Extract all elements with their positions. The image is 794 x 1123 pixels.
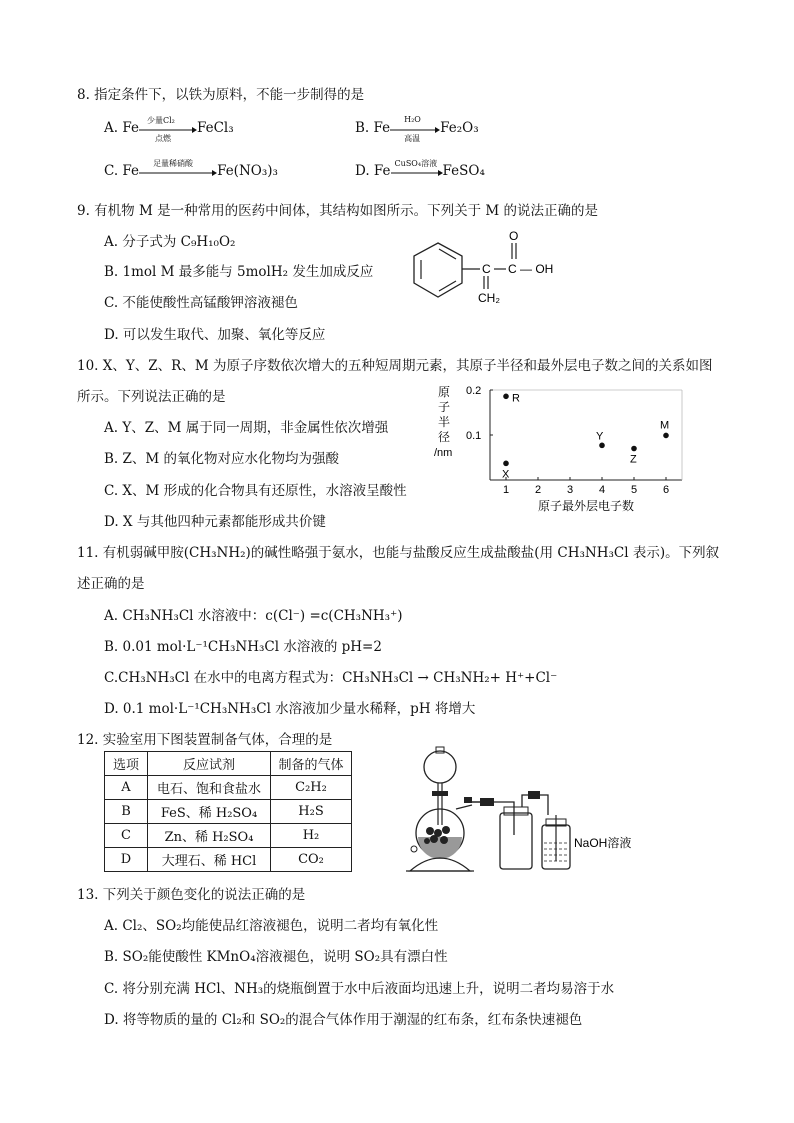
q9-option-b: B. 1mol M 最多能与 5molH₂ 发生加成反应 — [104, 264, 374, 280]
chart-point-y — [599, 443, 605, 449]
q13-option-b: B. SO₂能使酸性 KMnO₄溶液褪色，说明 SO₂具有漂白性 — [104, 949, 448, 965]
q10-option-b: B. Z、M 的氧化物对应水化物均为强酸 — [104, 451, 339, 467]
q8-option-d — [355, 158, 485, 179]
chart-point-m — [663, 433, 669, 439]
chart-ylabel-char: 径 — [438, 430, 451, 444]
q8-c-over: 足量稀硝酸 — [153, 158, 194, 168]
q8-b-under: 高温 — [404, 133, 421, 143]
chart-point-z — [631, 446, 637, 452]
q10-option-a: A. Y、Z、M 属于同一周期，非金属性依次增强 — [104, 420, 389, 436]
chart-point-label: Y — [596, 430, 604, 443]
table-cell: Zn、稀 H₂SO₄ — [148, 824, 271, 848]
q8-d-over: CuSO₄溶液 — [394, 158, 438, 168]
q8-c-label: C. Fe — [104, 163, 140, 179]
table-cell: CO₂ — [271, 848, 352, 872]
chart-x-tick-label: 4 — [599, 484, 606, 496]
chart-xlabel: 原子最外层电子数 — [538, 499, 635, 513]
table-header-row — [105, 752, 352, 776]
q8-d-product: FeSO₄ — [442, 163, 485, 179]
structure-o-atom: O — [509, 229, 519, 243]
structure-ch2: CH₂ — [478, 291, 500, 305]
q8-d-label: D. Fe — [355, 163, 391, 179]
q10-option-d: D. X 与其他四种元素都能形成共价键 — [104, 514, 326, 530]
chart-point-label: Z — [630, 453, 637, 466]
q11-stem-line2: 述正确的是 — [77, 576, 145, 592]
chart-ylabel-char: 原 — [438, 385, 451, 399]
chart-ylabel-char: 子 — [438, 400, 451, 414]
chart-x-tick-label: 3 — [567, 484, 574, 496]
q13-stem: 13. 下列关于颜色变化的说法正确的是 — [77, 887, 306, 903]
reagent-table — [104, 751, 352, 872]
table-cell: D — [105, 848, 148, 872]
table-cell: H₂ — [271, 824, 352, 848]
q11-stem-line1: 11. 有机弱碱甲胺(CH₃NH₂)的碱性略强于氨水，也能与盐酸反应生成盐酸盐(用 CH₃NH₃Cl 表示)。下列叙 — [77, 545, 720, 561]
gas-generation-apparatus — [400, 745, 660, 875]
q8-b-label: B. Fe — [355, 120, 391, 136]
table-row — [105, 848, 352, 872]
q8-stem: 8. 指定条件下，以铁为原料，不能一步制得的是 — [77, 87, 365, 103]
q9-stem: 9. 有机物 M 是一种常用的医药中间体，其结构如图所示。下列关于 M 的说法正确的是 — [77, 203, 598, 219]
chart-point-label: R — [512, 392, 520, 405]
q8-a-label: A. Fe — [104, 120, 139, 136]
structure-carboxyl: C — OH — [508, 262, 554, 276]
q11-option-d: D. 0.1 mol·L⁻¹CH₃NH₃Cl 水溶液加少量水稀释，pH 将增大 — [104, 701, 476, 717]
q8-a-product: FeCl₃ — [196, 120, 234, 136]
q8-a-over: 少量Cl₂ — [146, 115, 175, 125]
chart-point-label: X — [502, 468, 510, 481]
reaction-arrow-icon — [391, 169, 443, 177]
q8-c-product: Fe(NO₃)₃ — [217, 163, 278, 179]
chart-x-tick-label: 1 — [503, 484, 510, 496]
table-row — [105, 800, 352, 824]
chart-ylabel-char: 半 — [438, 415, 451, 429]
table-cell: 大理石、稀 HCl — [148, 848, 271, 872]
molecule-structure-m — [400, 225, 590, 315]
table-header-cell: 制备的气体 — [271, 752, 352, 776]
q12-stem: 12. 实验室用下图装置制备气体，合理的是 — [77, 732, 333, 748]
q8-option-c — [104, 158, 278, 179]
chart-ylabel — [434, 385, 452, 459]
q8-a-under: 点燃 — [154, 133, 171, 143]
q13-option-d: D. 将等物质的量的 Cl₂和 SO₂的混合气体作用于潮湿的红布条，红布条快速褪色 — [104, 1012, 583, 1028]
chart-point-x — [503, 461, 509, 467]
q11-option-b: B. 0.01 mol·L⁻¹CH₃NH₃Cl 水溶液的 pH=2 — [104, 639, 382, 655]
table-cell: H₂S — [271, 800, 352, 824]
q8-option-b — [355, 114, 479, 143]
table-cell: C — [105, 824, 148, 848]
table-cell: 电石、饱和食盐水 — [148, 776, 271, 800]
chart-point-r — [503, 394, 509, 400]
chart-x-tick-label: 5 — [631, 484, 638, 496]
q8-b-product: Fe₂O₃ — [440, 120, 479, 136]
q9-option-c: C. 不能使酸性高锰酸钾溶液褪色 — [104, 295, 298, 311]
naoh-label: NaOH溶液 — [574, 836, 632, 850]
table-cell: FeS、稀 H₂SO₄ — [148, 800, 271, 824]
table-row — [105, 824, 352, 848]
chart-x-tick-label: 6 — [663, 484, 670, 496]
q13-option-a: A. Cl₂、SO₂均能使品红溶液褪色，说明二者均有氧化性 — [104, 918, 439, 934]
chart-y-tick-label: 0.1 — [466, 430, 482, 442]
q11-option-a: A. CH₃NH₃Cl 水溶液中：c(Cl⁻) =c(CH₃NH₃⁺) — [104, 608, 403, 624]
q9-option-a: A. 分子式为 C₉H₁₀O₂ — [104, 234, 236, 250]
chart-ylabel-unit: /nm — [434, 447, 453, 459]
table-header-cell: 选项 — [105, 752, 148, 776]
q10-option-c: C. X、M 形成的化合物具有还原性，水溶液呈酸性 — [104, 483, 407, 499]
structure-c-atom: C — [482, 262, 491, 276]
q10-stem-line1: 10. X、Y、Z、R、M 为原子序数依次增大的五种短周期元素，其原子半径和最外层电子数之间的关系如图 — [77, 358, 713, 374]
table-header-cell: 反应试剂 — [148, 752, 271, 776]
q13-option-c: C. 将分别充满 HCl、NH₃的烧瓶倒置于水中后液面均迅速上升，说明二者均易溶于水 — [104, 981, 615, 997]
q8-b-over: H₂O — [404, 114, 421, 124]
radius-scatter-chart — [430, 382, 690, 517]
q9-option-d: D. 可以发生取代、加聚、氧化等反应 — [104, 327, 326, 343]
table-cell: C₂H₂ — [271, 776, 352, 800]
chart-y-tick-label: 0.2 — [466, 385, 482, 397]
q10-stem-line2: 所示。下列说法正确的是 — [77, 389, 226, 405]
reaction-arrow-icon — [139, 169, 217, 177]
table-cell: B — [105, 800, 148, 824]
gas-bottle-icon — [500, 813, 532, 869]
table-cell: A — [105, 776, 148, 800]
q8-option-a — [104, 115, 234, 143]
table-row — [105, 776, 352, 800]
separatory-funnel-icon — [424, 751, 456, 783]
chart-point-label: M — [660, 419, 670, 432]
chart-x-tick-label: 2 — [535, 484, 542, 496]
q11-option-c: C.CH₃NH₃Cl 在水中的电离方程式为：CH₃NH₃Cl → CH₃NH₂+ H⁺+Cl⁻ — [104, 670, 558, 686]
